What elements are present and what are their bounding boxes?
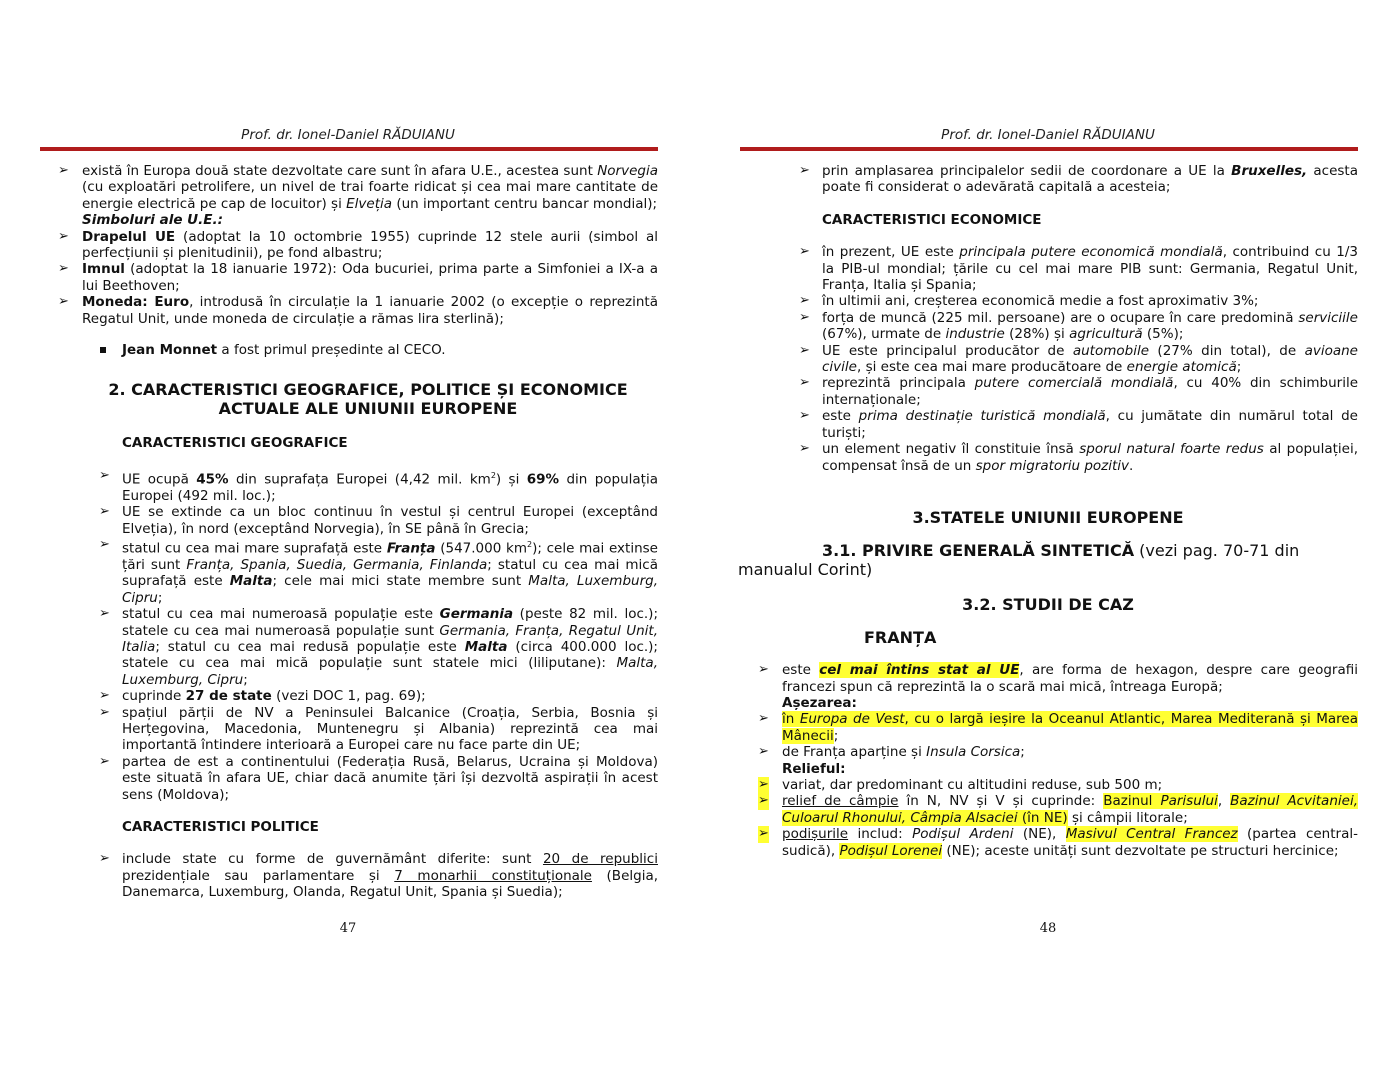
text: Malta, Luxemburg, Cipru (122, 655, 658, 688)
arrow-bullet-icon: ➢ (99, 851, 110, 867)
text: . (1129, 457, 1134, 474)
arrow-bullet-icon: ➢ (799, 163, 810, 178)
text: în prezent, UE este (822, 244, 960, 261)
list-item (738, 662, 1358, 695)
text: Bazinul Acvitaniei, Culoarul Rhonului, Câmpia Alsaciei (782, 793, 1358, 826)
states-title: 3.STATELE UNIUNII EUROPENE (912, 507, 1184, 527)
text: un element negativ îl constituie însă (822, 441, 1080, 458)
list-item (738, 777, 1358, 793)
text: (adoptat la 10 octombrie 1955) cuprinde 12 stele aurii (simbol al perfecțiunii și plenitudinii), pe fond albastru; (82, 228, 658, 262)
list-item (738, 441, 1358, 474)
arrow-bullet-icon: ➢ (799, 342, 810, 358)
page-header: Prof. dr. Ionel-Daniel RĂDUIANU (941, 127, 1155, 143)
text: Bruxelles, (1231, 163, 1308, 179)
text: din populația Europei (492 mil. loc.); (122, 471, 658, 504)
text: ; (243, 671, 248, 688)
list-item (38, 468, 658, 504)
arrow-bullet-icon: ➢ (758, 711, 769, 727)
text: Insula Corsica (926, 744, 1021, 761)
text: (partea central-sudică), (782, 826, 1358, 859)
text: în (782, 711, 800, 728)
text: 7 monarhii constituționale (394, 867, 592, 884)
arrow-bullet-icon: ➢ (58, 261, 69, 277)
text: Germania, Franța, Regatul Unit, Italia (122, 622, 658, 655)
text: (28%) și (1004, 326, 1070, 343)
square-bullet-icon (100, 347, 106, 353)
text: de Franța aparține și (782, 744, 927, 761)
arrow-bullet-icon: ➢ (799, 375, 810, 391)
case-studies-title: 3.2. STUDII DE CAZ (962, 595, 1134, 615)
text: este (782, 662, 820, 679)
text: (cu exploatări petrolifere, un nivel de trai foarte ridicat și cea mai mare cantitate de energie electrică pe cap de locuitor) și (82, 179, 658, 212)
text: ; cele mai mici state membre sunt (272, 573, 529, 590)
text: al populației, compensat însă de un (822, 441, 1359, 474)
list-item (738, 793, 1358, 826)
pol-title: CARACTERISTICI POLITICE (122, 819, 319, 835)
france-title: FRANȚA (864, 627, 937, 647)
list-item (38, 851, 658, 900)
text: Parisului (1160, 793, 1218, 810)
arrow-bullet-icon: ➢ (99, 753, 110, 769)
text: Malta (229, 573, 273, 590)
eco-title: CARACTERISTICI ECONOMICE (822, 211, 1042, 228)
list-item (38, 342, 658, 358)
text: Malta, Luxemburg, Cipru (122, 573, 658, 606)
list-item (38, 504, 658, 537)
text: energie atomică (1126, 359, 1237, 376)
text: prima destinație turistică mondială (858, 408, 1106, 425)
text: putere comercială mondială (974, 375, 1174, 392)
list-item (38, 705, 658, 754)
text: serviciile (1298, 309, 1358, 326)
list-item (738, 163, 1358, 196)
text: , introdusă în circulație la 1 ianuarie 2002 (o excepție o reprezintă Regatul Unit, unde moneda de circulație a rămas lira sterlină); (82, 294, 658, 327)
text: spațiul părții de NV a Peninsulei Balcanice (Croația, Serbia, Bosnia și Herțegovina, Macedonia, Muntenegru și Albania) reprezintă cea mai importantă întindere interioară a Europei care nu face parte din UE; (122, 704, 658, 754)
text: Podișul Ardeni (912, 826, 1014, 843)
list-item (738, 293, 1358, 309)
text: (adoptat la 18 ianuarie 1972): Oda bucuriei, prima parte a Simfoniei a IX-a a lui Beethoven; (82, 261, 658, 294)
list-item (738, 310, 1358, 343)
arrow-bullet-icon: ➢ (799, 293, 810, 309)
text: agricultură (1069, 326, 1143, 343)
text: din suprafața Europei (4,42 mil. km (228, 471, 491, 488)
text: (NE); aceste unități sunt dezvoltate pe structuri hercinice; (942, 842, 1339, 859)
text: partea de est a continentului (Federația Rusă, Belarus, Ucraina și Moldova) este situată în afara UE, chiar dacă anumite țări își dezvoltă aspirații în acest sens (Moldova); (122, 753, 658, 803)
arrow-bullet-icon: ➢ (799, 244, 810, 260)
text: spor migratoriu pozitiv (975, 457, 1130, 474)
text: industrie (945, 326, 1005, 343)
text: 20 de republici (542, 851, 658, 868)
text: (peste 82 mil. loc.); statele cu cea mai numeroasă populație sunt (122, 606, 658, 639)
text: 27 de state (185, 688, 272, 705)
arrow-bullet-icon: ➢ (58, 163, 69, 178)
text: (vezi pag. 70-71 din manualul Corint) (738, 541, 1300, 580)
text: este (822, 408, 859, 425)
text: și câmpii litorale; (1067, 809, 1188, 826)
left-content (38, 163, 658, 901)
arrow-bullet-icon: ➢ (758, 793, 769, 809)
list-item (38, 754, 658, 803)
arrow-bullet-icon: ➢ (99, 537, 110, 552)
page-number: 47 (339, 921, 357, 936)
text: , (1217, 793, 1231, 810)
text: Podișul Lorenei (839, 842, 943, 859)
arrow-bullet-icon: ➢ (99, 467, 110, 483)
text: (67%), urmate de (822, 326, 946, 343)
text: variat, dar predominant cu altitudini reduse, sub 500 m; (782, 776, 1163, 793)
geo-title: CARACTERISTICI GEOGRAFICE (122, 435, 348, 452)
arrow-bullet-icon: ➢ (58, 294, 69, 310)
text: (un important centru bancar mondial); (392, 195, 658, 212)
list-item (738, 408, 1358, 441)
text: includ: (848, 826, 913, 843)
text: acesta poate fi considerat o adevărată capitală a acesteia; (822, 163, 1358, 196)
text: 3.1. PRIVIRE GENERALĂ SINTETICĂ (822, 541, 1135, 561)
text: UE se extinde ca un bloc continuu în vestul și centrul Europei (exceptând Elveția), în nord (exceptând Norvegia), în SE până în Grecia; (122, 504, 658, 537)
arrow-bullet-icon: ➢ (758, 826, 769, 842)
list-item (38, 229, 658, 262)
text: Elveția (346, 195, 393, 212)
text: 2. CARACTERISTICI GEOGRAFICE, POLITICE ȘI ECONOMICE (108, 380, 628, 400)
text: automobile (1072, 342, 1150, 359)
text: ACTUALE ALE UNIUNII EUROPENE (218, 399, 518, 419)
list-item (38, 294, 658, 327)
text: Bazinul (1103, 793, 1161, 810)
text: (547.000 km (435, 540, 527, 557)
text: cel mai întins stat al UE (819, 662, 1020, 679)
text: ; statul cu cea mai redusă populație este (155, 638, 465, 655)
overview-title (738, 541, 1358, 579)
text: ; statul cu cea mai mică suprafață este (122, 556, 658, 590)
list-item (738, 375, 1358, 408)
text: Malta (464, 638, 508, 655)
list-item (38, 537, 658, 606)
text: statul cu cea mai mare suprafață este (122, 540, 387, 557)
arrow-bullet-icon: ➢ (758, 662, 769, 678)
text: ; (157, 589, 163, 606)
arrow-bullet-icon: ➢ (99, 606, 110, 622)
text: , cu 40% din schimburile internaționale; (822, 375, 1359, 408)
arrow-bullet-icon: ➢ (799, 309, 810, 325)
text: , contribuind cu 1/3 la PIB-ul mondial; țările cu cel mai mare PIB sunt: Germania, Regatul Unit, Franța, Italia și Spania; (822, 244, 1358, 294)
symbols-title: Simboluri ale U.E.: (82, 212, 224, 229)
text: Jean Monnet (122, 342, 218, 359)
text: include state cu forme de guvernământ diferite: sunt (122, 851, 543, 868)
text: ) și (495, 471, 527, 488)
section-title (38, 380, 658, 418)
text: , cu jumătate din numărul total de turiști; (822, 408, 1358, 441)
asezarea-label: Așezarea: (782, 694, 857, 711)
text: a fost primul președinte al CECO. (217, 342, 446, 359)
header-rule (40, 147, 658, 151)
arrow-bullet-icon: ➢ (799, 408, 810, 424)
text: ; (833, 727, 839, 744)
text: prin amplasarea principalelor sedii de coordonare a UE la (822, 163, 1232, 179)
text: Imnul (82, 261, 125, 278)
list-item (738, 744, 1358, 760)
text: ; (1236, 359, 1242, 376)
text: în ultimii ani, creșterea economică medie a fost aproximativ 3%; (822, 293, 1259, 310)
text: UE este principalul producător de (822, 342, 1073, 359)
text: 2 (490, 470, 496, 480)
text: există în Europa două state dezvoltate care sunt în afara U.E., acestea sunt (82, 163, 598, 179)
relieful-label: Relieful: (782, 760, 846, 777)
text: sporul natural foarte redus (1079, 441, 1264, 458)
arrow-bullet-icon: ➢ (99, 704, 110, 720)
text: (în NE) (1017, 809, 1068, 826)
text: (5%); (1142, 326, 1184, 343)
page-number: 48 (1039, 921, 1057, 936)
text: ; (1020, 744, 1025, 761)
text: Franța, Spania, Suedia, Germania, Finlanda (186, 556, 488, 573)
text: forța de muncă (225 mil. persoane) are o ocupare în care predomină (822, 309, 1299, 326)
text: relief de câmpie (782, 793, 899, 810)
text: (Belgia, Danemarca, Luxemburg, Olanda, Regatul Unit, Spania și Suedia); (122, 867, 659, 901)
right-content (738, 163, 1358, 859)
list-item (738, 244, 1358, 293)
text: Germania (439, 606, 514, 623)
arrow-bullet-icon: ➢ (799, 441, 810, 457)
text: 45% (196, 471, 229, 488)
list-item (38, 261, 658, 294)
arrow-bullet-icon: ➢ (758, 744, 769, 760)
text: Europa de Vest (799, 711, 905, 728)
text: podișurile (782, 826, 849, 843)
list-item (38, 688, 658, 704)
text: prezidențiale sau parlamentare și (122, 867, 395, 884)
text: statul cu cea mai numeroasă populație este (122, 606, 440, 623)
text: (27% din total), de (1149, 342, 1305, 359)
list-item (38, 163, 658, 212)
list-item (738, 711, 1358, 744)
list-item (738, 343, 1358, 376)
text: Drapelul UE (82, 228, 176, 245)
page-header: Prof. dr. Ionel-Daniel RĂDUIANU (241, 127, 455, 143)
text: în N, NV și V și cuprinde: (898, 793, 1104, 810)
text: cuprinde (122, 688, 186, 705)
arrow-bullet-icon: ➢ (758, 776, 769, 792)
text: , și este cea mai mare producătoare de (856, 359, 1127, 376)
arrow-bullet-icon: ➢ (58, 228, 69, 244)
text: (NE), (1013, 826, 1066, 843)
text: Norvegia (597, 163, 658, 179)
list-item (738, 826, 1358, 859)
text: principala putere economică mondială (959, 244, 1223, 261)
text: 69% (526, 471, 560, 488)
arrow-bullet-icon: ➢ (99, 688, 110, 704)
text: reprezintă principala (822, 375, 975, 392)
header-rule (740, 147, 1358, 151)
text: Moneda: Euro (82, 294, 190, 311)
arrow-bullet-icon: ➢ (99, 504, 110, 520)
text: (circa 400.000 loc.); statele cu cea mai mică populație sunt statele mici (liliputane): (122, 638, 658, 672)
text: Masivul Central Francez (1065, 826, 1238, 843)
list-item (38, 606, 658, 688)
text: ); cele mai extinse țări sunt (122, 540, 658, 573)
text: 2 (526, 540, 533, 549)
text: (vezi DOC 1, pag. 69); (271, 688, 426, 705)
text: UE ocupă (122, 471, 197, 488)
text: avioane civile (822, 342, 1358, 376)
text: , are forma de hexagon, despre care geografii francezi spun că reprezintă la o scară mai mică, întreaga Europă; (782, 662, 1359, 695)
text: , cu o largă ieșire la Oceanul Atlantic, Marea Mediterană și Marea Mânecii (782, 711, 1358, 744)
text: Franța (386, 540, 436, 557)
